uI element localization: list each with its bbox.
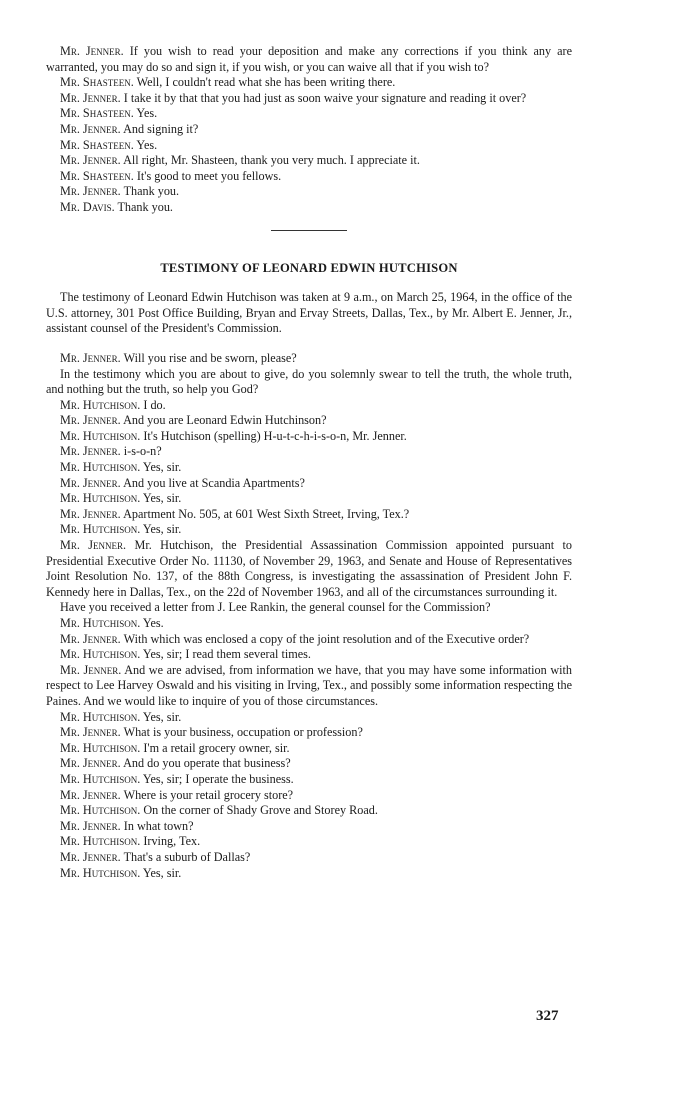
speaker-label: Mr. Jenner. [60,121,121,136]
speaker-label: Mr. Jenner. [60,818,121,833]
speech-text: Yes. [136,137,158,152]
exchange-paragraph [46,91,572,107]
exchange-paragraph [46,522,572,538]
speaker-label: Mr. Shasteen. [60,75,134,90]
speech-text: It's good to meet you fellows. [136,168,282,183]
exchange-paragraph [46,169,572,185]
exchange-paragraph [46,663,572,710]
speaker-label: Mr. Jenner. [60,153,121,168]
speaker-label: Mr. Jenner. [60,787,121,802]
exchange-paragraph [46,75,572,91]
exchange-paragraph [46,647,572,663]
speaker-label: Mr. Jenner. [60,444,121,459]
speech-text: Yes, sir. [142,522,182,537]
speaker-label: Mr. Shasteen. [60,137,134,152]
speech-text: I take it by that that you had just as soon waive your signature and reading it over? [123,90,527,105]
exchange-paragraph [46,834,572,850]
exchange-paragraph [46,741,572,757]
speaker-label: Mr. Hutchison. [60,522,141,537]
intro-paragraph: The testimony of Leonard Edwin Hutchison was taken at 9 a.m., on March 25, 1964, in the office of the U.S. attorney, 301 Post Office Building, Bryan and Ervay Streets, Dallas, Tex., by Mr. Albert E. Jenner, Jr., assistant counsel of the President's Commission. [46,290,572,336]
speech-text: On the corner of Shady Grove and Storey Road. [143,803,378,818]
speech-text: Where is your retail grocery store? [123,787,294,802]
speech-text: Yes, sir. [142,709,182,724]
exchange-paragraph [46,803,572,819]
speech-text: Will you rise and be sworn, please? [123,350,297,365]
speech-text: Mr. Hutchison, the Presidential Assassination Commission appointed pursuant to Presidential Executive Order No. 11130, of November 29, 1963, and Senate and House of Representatives Joint Resolution No. 137, of the 88th Congress, is investigating the assassination of President John F. Kennedy here in Dallas, Tex., on the 22d of November 1963, and all of the circumstances surrounding it. [46,538,573,599]
speaker-label: Mr. Jenner. [60,725,121,740]
speech-text: What is your business, occupation or profession? [123,725,363,740]
exchange-paragraph [46,788,572,804]
speaker-label: Mr. Jenner. [60,184,121,199]
exchange-paragraph [46,398,572,414]
exchange-paragraph [46,850,572,866]
exchange-paragraph [46,538,572,600]
exchange-paragraph [46,200,572,216]
speaker-label: Mr. Jenner. [60,506,121,521]
speech-text: I'm a retail grocery owner, sir. [143,740,290,755]
speaker-label: Mr. Jenner. [60,44,124,58]
speaker-label: Mr. Hutchison. [60,834,141,849]
speaker-label: Mr. Hutchison. [60,460,141,475]
speaker-label: Mr. Hutchison. [60,865,141,880]
speech-text: Yes. [136,106,158,121]
speech-text: Yes. [142,616,164,630]
speech-text: And you live at Scandia Apartments? [123,475,305,490]
preceding-testimony-block [46,44,572,216]
speech-text: Irving, Tex. [143,834,201,849]
page-number: 327 [536,1008,559,1024]
exchange-paragraph [46,616,572,632]
exchange-paragraph [46,756,572,772]
exchange-paragraph [46,507,572,523]
speech-text: In the testimony which you are about to give, do you solemnly swear to tell the truth, the whole truth, and nothing but the truth, so help you God? [46,366,572,397]
speech-text: Well, I couldn't read what she has been writing there. [136,75,396,90]
speaker-label: Mr. Shasteen. [60,168,134,183]
exchange-paragraph [46,367,572,398]
speaker-label: Mr. Jenner. [60,756,121,771]
speech-text: Yes, sir. [142,460,182,475]
speech-text: Apartment No. 505, at 601 West Sixth Street, Irving, Tex.? [123,506,410,521]
speaker-label: Mr. Jenner. [60,662,122,677]
speech-text: If you wish to read your deposition and make any corrections if you think any are warranted, you may do so and sign it, if you wish, or you can waive all that if you wish to? [46,44,572,74]
speech-text: Yes, sir. [142,865,182,880]
speaker-label: Mr. Hutchison. [60,647,141,662]
speaker-label: Mr. Jenner. [60,350,121,365]
speech-text: That's a suburb of Dallas? [123,849,251,864]
speech-text: Yes, sir. [142,491,182,506]
speaker-label: Mr. Shasteen. [60,106,134,121]
exchange-paragraph [46,819,572,835]
speech-text: And we are advised, from information we have, that you may have some information with respect to Lee Harvey Oswald and his visiting in Irving, Tex., and possibly some information respecting the Paines. And we would like to inquire of you of those circumstances. [46,662,572,708]
speaker-label: Mr. Jenner. [60,475,121,490]
speaker-label: Mr. Hutchison. [60,616,141,630]
exchange-paragraph [46,184,572,200]
speech-text: And do you operate that business? [123,756,291,771]
testimony-block [46,351,572,881]
speaker-label: Mr. Davis. [60,199,115,214]
exchange-paragraph [46,600,572,616]
speech-text: Yes, sir; I operate the business. [142,771,294,786]
speaker-label: Mr. Jenner. [60,849,121,864]
document-page [46,44,572,881]
exchange-paragraph [46,122,572,138]
exchange-paragraph [46,710,572,726]
speaker-label: Mr. Jenner. [60,631,121,646]
speaker-label: Mr. Jenner. [60,90,121,105]
speech-text: And signing it? [123,121,199,136]
exchange-paragraph [46,772,572,788]
exchange-paragraph [46,351,572,367]
exchange-paragraph [46,44,572,75]
speaker-label: Mr. Hutchison. [60,491,141,506]
exchange-paragraph [46,491,572,507]
exchange-paragraph [46,866,572,882]
speaker-label: Mr. Hutchison. [60,803,141,818]
speech-text: In what town? [123,818,194,833]
speech-text: i-s-o-n? [123,444,162,459]
speaker-label: Mr. Hutchison. [60,397,141,412]
speaker-label: Mr. Hutchison. [60,771,141,786]
exchange-paragraph [46,106,572,122]
section-divider [271,230,347,231]
exchange-paragraph [46,444,572,460]
speech-text: Have you received a letter from J. Lee Rankin, the general counsel for the Commission? [60,600,491,615]
speech-text: It's Hutchison (spelling) H-u-t-c-h-i-s-o-n, Mr. Jenner. [143,428,407,443]
speech-text: All right, Mr. Shasteen, thank you very much. I appreciate it. [123,153,420,168]
speech-text: Yes, sir; I read them several times. [142,647,311,662]
speaker-label: Mr. Jenner. [60,413,121,428]
section-title: TESTIMONY OF LEONARD EDWIN HUTCHISON [160,260,458,275]
speech-text: Thank you. [123,184,180,199]
exchange-paragraph [46,476,572,492]
exchange-paragraph [46,725,572,741]
exchange-paragraph [46,153,572,169]
exchange-paragraph [46,413,572,429]
speech-text: And you are Leonard Edwin Hutchinson? [123,413,327,428]
speaker-label: Mr. Hutchison. [60,709,141,724]
exchange-paragraph [46,429,572,445]
speaker-label: Mr. Hutchison. [60,428,141,443]
speaker-label: Mr. Jenner. [60,538,127,553]
exchange-paragraph [46,460,572,476]
speech-text: I do. [143,397,166,412]
exchange-paragraph [46,138,572,154]
exchange-paragraph [46,632,572,648]
speech-text: Thank you. [117,199,173,214]
speaker-label: Mr. Hutchison. [60,740,141,755]
speech-text: With which was enclosed a copy of the joint resolution and of the Executive order? [123,631,530,646]
